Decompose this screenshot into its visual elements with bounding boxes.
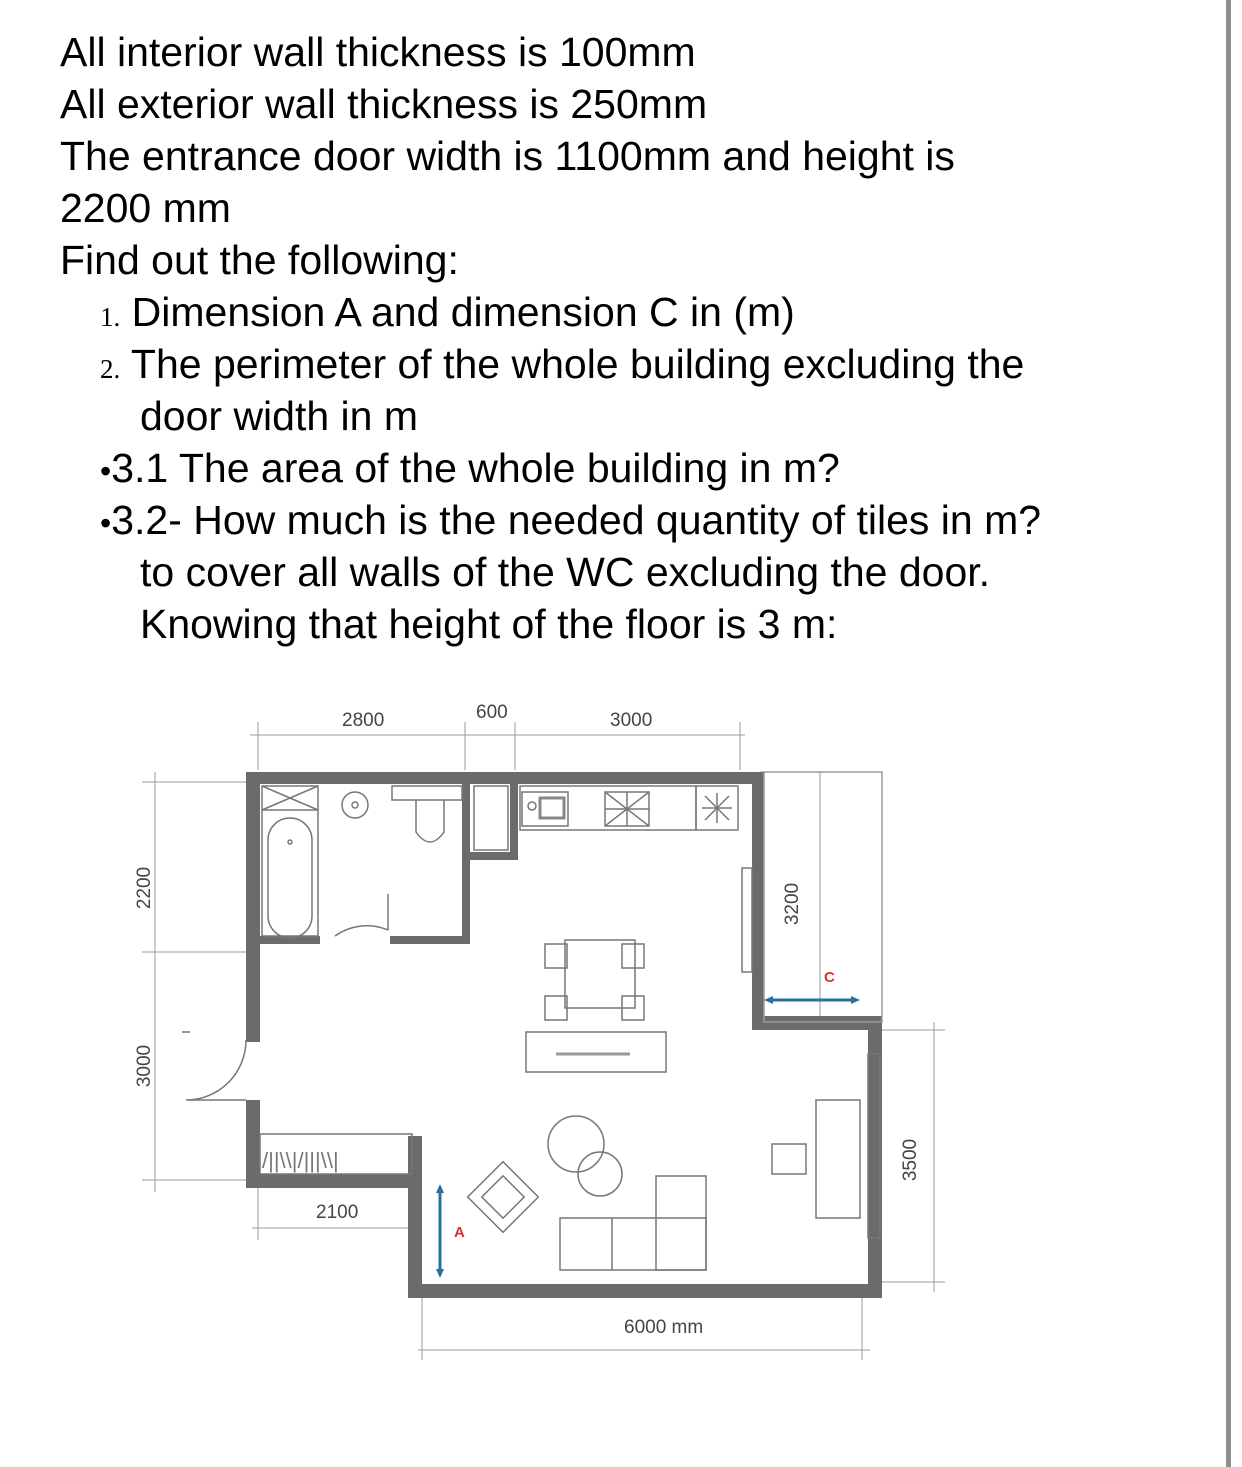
bottom-exterior-wall (408, 1284, 882, 1298)
step-exterior-wall (408, 1136, 422, 1298)
intro-line-3: The entrance door width is 1100mm and height is (60, 133, 955, 179)
dining-table (565, 940, 635, 1008)
closet-wall (470, 852, 518, 860)
dim-left-1: 2200 (134, 866, 155, 910)
bullet-icon: • (100, 505, 112, 541)
bathroom-bottom-wall-left (260, 936, 320, 944)
toilet-tank (392, 786, 462, 800)
wardrobe-hatch: /||\\|/|||\\| (262, 1148, 339, 1173)
entrance-door-swing (186, 1040, 246, 1100)
dim-top-1: 2800 (342, 710, 385, 731)
bottom-left-exterior-wall (246, 1174, 418, 1188)
bathtub-basin (268, 818, 312, 938)
question-3-2-continuation-2: Knowing that height of the floor is 3 m: (140, 601, 838, 647)
question-2-continuation: door width in m (140, 393, 419, 439)
kitchen-island (526, 1032, 666, 1072)
intro-line-4: 2200 mm (60, 185, 231, 231)
dim-bottom: 6000 mm (624, 1317, 704, 1338)
dim-right-2: 3500 (900, 1138, 921, 1182)
kitchen-interior-wall (510, 784, 518, 860)
toilet-bowl (416, 800, 444, 842)
desk-chair (772, 1144, 806, 1174)
sofa-chaise (656, 1176, 706, 1270)
dim-top-2: 600 (476, 702, 508, 723)
closet (474, 786, 508, 850)
right-exterior-wall-upper (752, 772, 764, 1030)
window-balcony (742, 868, 752, 972)
question-1-number: 1. (100, 302, 121, 332)
sofa (560, 1218, 706, 1270)
intro-line-1: All interior wall thickness is 100mm (60, 29, 696, 75)
bathroom-interior-wall (462, 784, 470, 944)
bullet-icon: • (100, 453, 112, 489)
dining-chair (545, 944, 567, 968)
question-1-text: Dimension A and dimension C in (m) (131, 289, 795, 335)
armchair (468, 1162, 539, 1233)
dim-left-2: 3000 (134, 1044, 155, 1088)
washbasin (342, 792, 368, 818)
bathroom-bottom-wall (390, 936, 470, 944)
bathtub (262, 786, 318, 936)
question-3-2-text: 3.2- How much is the needed quantity of tiles in m? (111, 497, 1042, 543)
question-2-text: The perimeter of the whole building excluding the (130, 341, 1025, 387)
intro-line-5: Find out the following: (60, 237, 459, 283)
question-3-2-continuation-1: to cover all walls of the WC excluding the door. (140, 549, 991, 595)
intro-line-2: All exterior wall thickness is 250mm (60, 81, 708, 127)
dimension-c-label: C (824, 969, 835, 986)
dining-chair (545, 996, 567, 1020)
right-step-wall (756, 1016, 882, 1030)
question-2-number: 2. (100, 354, 121, 384)
dim-right-1: 3200 (782, 882, 803, 926)
left-exterior-wall-upper (246, 772, 260, 1042)
top-exterior-wall (246, 772, 764, 784)
side-table (548, 1116, 604, 1172)
desk (816, 1100, 860, 1218)
bathroom-door-swing (335, 894, 388, 936)
dim-top-3: 3000 (610, 710, 653, 731)
bathtub-drain (288, 840, 292, 844)
dimension-a-label: A (454, 1224, 465, 1241)
dim-bottom-left: 2100 (316, 1202, 359, 1223)
dining-chair (622, 944, 644, 968)
question-3-1-text: 3.1 The area of the whole building in m? (111, 445, 840, 491)
